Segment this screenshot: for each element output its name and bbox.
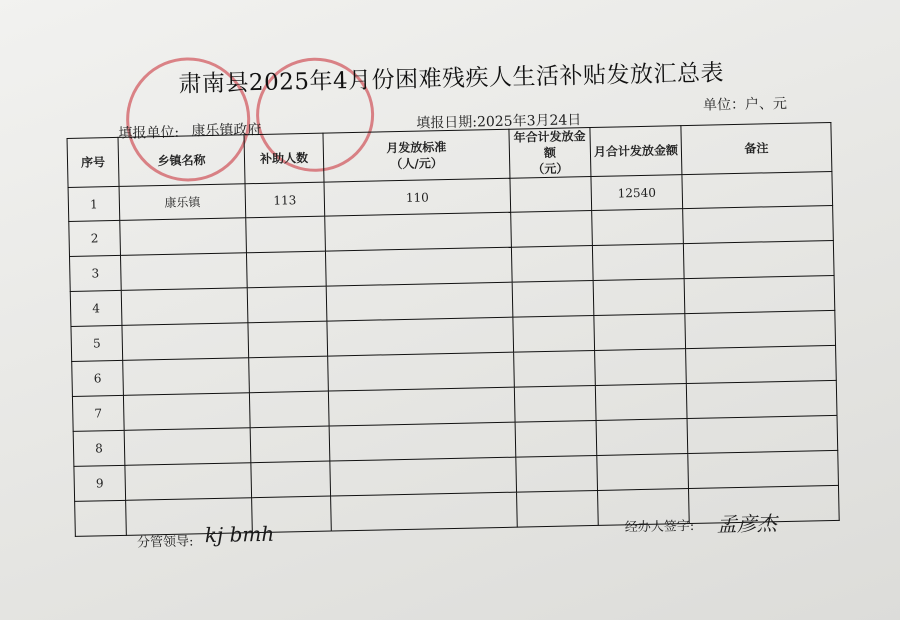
cell-count (246, 216, 326, 253)
cell-remarks (686, 380, 837, 418)
cell-remarks (683, 240, 834, 278)
cell-annual (516, 455, 598, 492)
cell-monthly (595, 384, 687, 421)
header-standard: 月发放标准 （人/元） (323, 129, 510, 182)
cell-standard (330, 457, 517, 496)
cell-monthly: 12540 (591, 175, 683, 211)
cell-no: 7 (72, 395, 124, 431)
filing-unit-label: 填报单位: (118, 124, 180, 142)
handler-label: 经办人签字: (624, 518, 695, 536)
header-count: 补助人数 (244, 133, 324, 184)
cell-remarks (683, 205, 834, 243)
cell-remarks (685, 310, 836, 348)
cell-township (123, 358, 250, 396)
cell-township (120, 253, 247, 291)
cell-monthly (592, 209, 684, 246)
cell-no: 1 (68, 186, 120, 221)
cell-remarks (682, 171, 833, 208)
cell-township (125, 463, 252, 501)
cell-monthly (594, 314, 686, 351)
cell-monthly (593, 279, 685, 316)
cell-township (124, 428, 251, 466)
cell-count (246, 251, 326, 288)
cell-standard (329, 422, 516, 461)
cell-monthly (592, 244, 684, 281)
cell-township (121, 288, 248, 326)
cell-no (75, 500, 127, 536)
cell-count (251, 461, 331, 498)
cell-count (247, 286, 327, 323)
cell-annual (512, 280, 594, 317)
cell-remarks (687, 415, 838, 453)
cell-remarks (684, 275, 835, 313)
handler-signature: 孟彦杰 (716, 511, 777, 537)
page-title: 肃南县2025年4月份困难残疾人生活补贴发放汇总表 (178, 60, 725, 98)
cell-township: 康乐镇 (119, 184, 246, 221)
cell-annual (514, 350, 596, 387)
cell-standard: 110 (324, 178, 511, 216)
cell-annual (517, 490, 599, 527)
cell-no: 8 (73, 430, 125, 466)
cell-no: 5 (71, 325, 123, 361)
cell-annual (511, 211, 593, 248)
cell-standard (331, 492, 518, 531)
cell-no: 3 (70, 255, 122, 291)
subsidy-table (67, 122, 840, 537)
cell-standard (325, 247, 512, 286)
supervisor-label: 分管领导: (136, 534, 194, 551)
table-body (68, 171, 839, 536)
header-annual: 年合计发放金额 （元） (509, 128, 591, 179)
cell-count (248, 321, 328, 358)
cell-remarks (686, 345, 837, 383)
cell-monthly (595, 349, 687, 386)
header-no: 序号 (67, 137, 119, 187)
filing-date: 填报日期:2025年3月24日 (416, 112, 582, 132)
cell-remarks (688, 450, 839, 488)
cell-standard (328, 387, 515, 426)
cell-no: 9 (74, 465, 126, 501)
cell-no: 6 (72, 360, 124, 396)
cell-standard (328, 352, 515, 391)
cell-annual (514, 385, 596, 422)
cell-annual (513, 315, 595, 352)
cell-monthly (596, 419, 688, 456)
cell-monthly (597, 454, 689, 491)
cell-township (123, 393, 250, 431)
cell-count: 113 (245, 182, 325, 218)
cell-annual (511, 246, 593, 283)
header-remarks: 备注 (681, 122, 832, 174)
cell-annual (515, 420, 597, 457)
filing-unit-value: 康乐镇政府 (191, 121, 262, 140)
cell-count (250, 426, 330, 463)
header-township: 乡镇名称 (118, 135, 245, 187)
cell-township (122, 323, 249, 361)
cell-no: 4 (70, 290, 122, 326)
cell-count (249, 391, 329, 428)
supervisor-signature: kj bmh (204, 521, 275, 548)
cell-no: 2 (69, 220, 121, 256)
cell-standard (327, 317, 514, 356)
cell-annual (510, 177, 592, 213)
cell-township (120, 218, 247, 256)
header-monthly: 月合计发放金额 (590, 126, 682, 177)
cell-standard (326, 282, 513, 321)
cell-standard (325, 212, 512, 251)
cell-count (249, 356, 329, 393)
unit-label: 单位：户、元 (702, 95, 788, 114)
